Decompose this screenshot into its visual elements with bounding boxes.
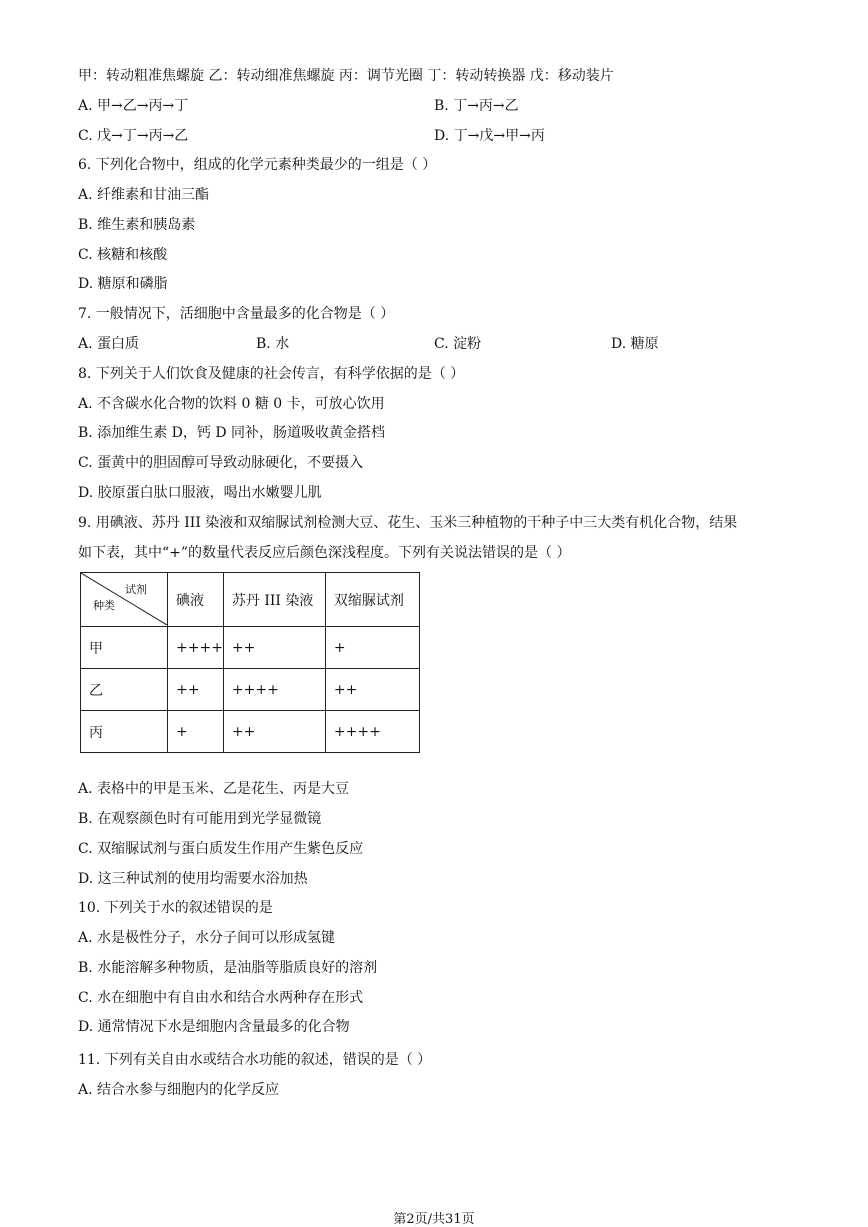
q5-option-c: C. 戊→丁→丙→乙	[78, 128, 189, 144]
q8-option-d: D. 胶原蛋白肽口服液，喝出水嫩婴儿肌	[78, 485, 322, 501]
q5-option-b: B. 丁→丙→乙	[434, 98, 519, 114]
q9-stem-line2: 如下表，其中“+”的数量代表反应后颜色深浅程度。下列有关说法错误的是（ ）	[78, 545, 571, 561]
q6-option-b: B. 维生素和胰岛素	[78, 217, 196, 233]
q8-stem: 8. 下列关于人们饮食及健康的社会传言，有科学依据的是（ ）	[78, 366, 465, 382]
row-label: 乙	[81, 669, 168, 711]
q7-option-b: B. 水	[256, 336, 290, 352]
header-iodine: 碘液	[168, 573, 224, 627]
q10-option-b: B. 水能溶解多种物质，是油脂等脂质良好的溶剂	[78, 960, 378, 976]
table-cell: +	[325, 627, 419, 669]
table-cell: ++	[325, 669, 419, 711]
q6-stem: 6. 下列化合物中，组成的化学元素种类最少的一组是（ ）	[78, 157, 437, 173]
page-footer: 第2页/共31页	[393, 1212, 475, 1227]
table-cell: ++	[223, 711, 325, 753]
corner-label-species: 种类	[93, 599, 115, 612]
diagonal-header-cell	[81, 573, 168, 627]
q6-option-d: D. 糖原和磷脂	[78, 276, 168, 292]
table-cell: ++	[223, 627, 325, 669]
corner-label-reagent: 试剂	[125, 583, 147, 596]
q6-option-a: A. 纤维素和甘油三酯	[78, 187, 210, 203]
q10-option-c: C. 水在细胞中有自由水和结合水两种存在形式	[78, 990, 364, 1006]
row-label: 丙	[81, 711, 168, 753]
reagent-table	[80, 572, 420, 753]
q5-option-a: A. 甲→乙→丙→丁	[78, 98, 189, 114]
q5-option-d: D. 丁→戊→甲→丙	[434, 128, 545, 144]
q6-option-c: C. 核糖和核酸	[78, 247, 168, 263]
q9-option-d: D. 这三种试剂的使用均需要水浴加热	[78, 871, 308, 887]
row-label: 甲	[81, 627, 168, 669]
q7-option-d: D. 糖原	[611, 336, 659, 352]
q7-stem: 7. 一般情况下，活细胞中含量最多的化合物是（ ）	[78, 306, 395, 322]
q10-stem: 10. 下列关于水的叙述错误的是	[78, 900, 273, 916]
q10-option-d: D. 通常情况下水是细胞内含量最多的化合物	[78, 1019, 350, 1035]
q9-option-c: C. 双缩脲试剂与蛋白质发生作用产生紫色反应	[78, 841, 364, 857]
q7-option-a: A. 蛋白质	[78, 336, 140, 352]
q9-option-a: A. 表格中的甲是玉米、乙是花生、丙是大豆	[78, 781, 350, 797]
table-row	[81, 627, 420, 669]
q9-stem-line1: 9. 用碘液、苏丹 III 染液和双缩脲试剂检测大豆、花生、玉米三种植物的干种子中三大类有机化合物，结果	[78, 515, 738, 531]
q8-option-c: C. 蛋黄中的胆固醇可导致动脉硬化，不要摄入	[78, 455, 364, 471]
q11-stem: 11. 下列有关自由水或结合水功能的叙述，错误的是（ ）	[78, 1052, 432, 1068]
q5-steps-line: 甲：转动粗准焦螺旋 乙：转动细准焦螺旋 丙：调节光圈 丁：转动转换器 戊：移动装片	[78, 68, 614, 84]
q9-option-b: B. 在观察颜色时有可能用到光学显微镜	[78, 811, 322, 827]
table-cell: ++	[168, 669, 224, 711]
q11-option-a: A. 结合水参与细胞内的化学反应	[78, 1082, 280, 1098]
table-header-row	[81, 573, 420, 627]
table-cell: +	[168, 711, 224, 753]
table-row	[81, 711, 420, 753]
table-cell: ++++	[168, 627, 224, 669]
q8-option-a: A. 不含碳水化合物的饮料 0 糖 0 卡，可放心饮用	[78, 396, 385, 412]
q7-option-c: C. 淀粉	[434, 336, 482, 352]
q8-option-b: B. 添加维生素 D，钙 D 同补，肠道吸收黄金搭档	[78, 425, 385, 441]
table-row	[81, 669, 420, 711]
header-biuret: 双缩脲试剂	[325, 573, 419, 627]
q10-option-a: A. 水是极性分子，水分子间可以形成氢键	[78, 930, 336, 946]
table-cell: ++++	[325, 711, 419, 753]
header-sudan: 苏丹 III 染液	[223, 573, 325, 627]
table-cell: ++++	[223, 669, 325, 711]
